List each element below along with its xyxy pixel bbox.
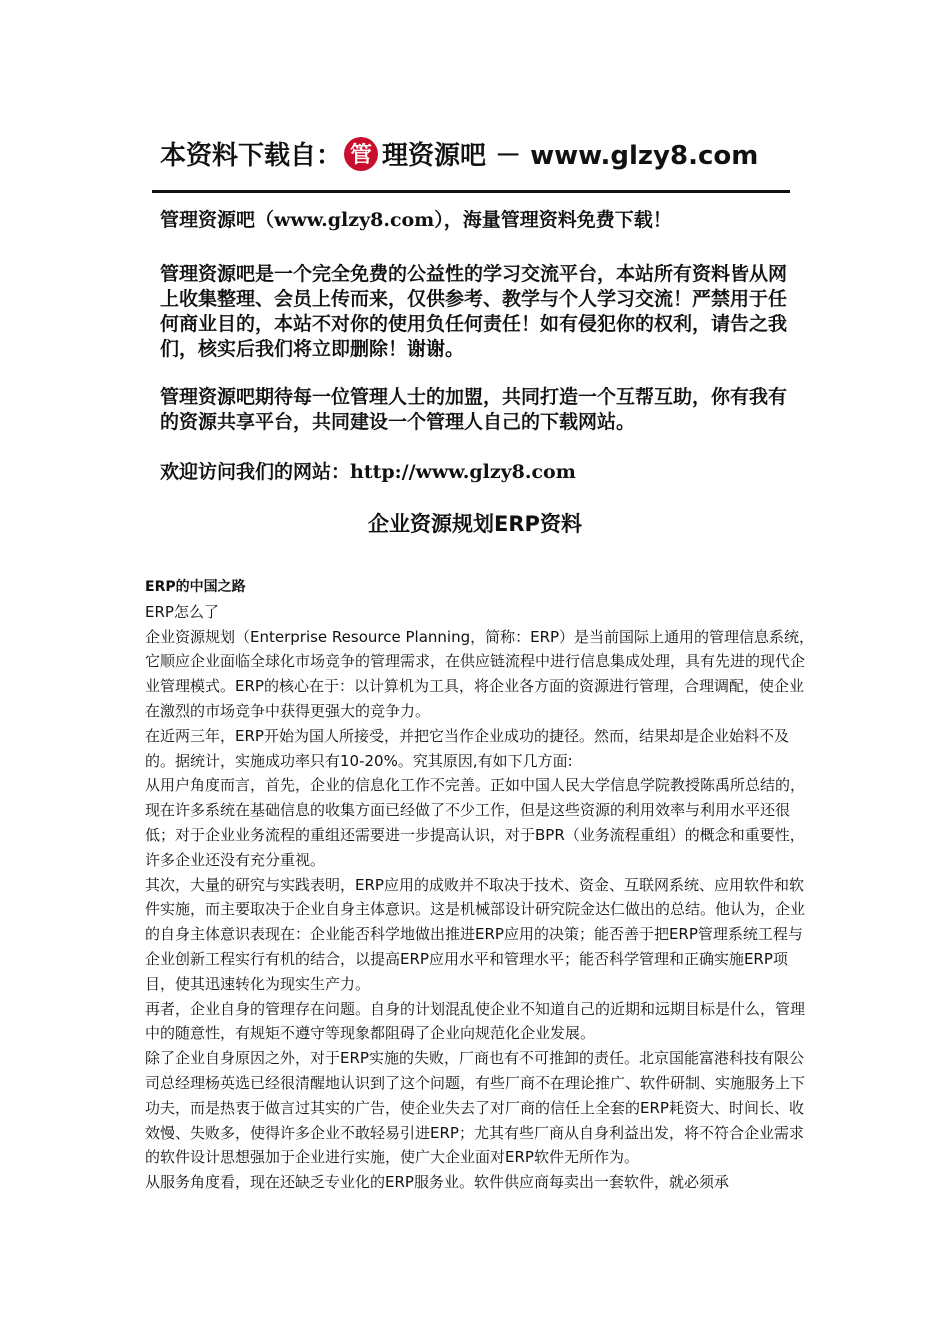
banner-site-name: 理资源吧 － www.glzy8.com (382, 141, 759, 171)
document-body (145, 575, 815, 1195)
banner-prefix: 本资料下载自： (160, 141, 343, 171)
paragraph-service-perspective: 从服务角度看，现在还缺乏专业化的ERP服务业。软件供应商每卖出一套软件，就必须承 (145, 1173, 729, 1192)
paragraph-intro: 企业资源规划（Enterprise Resource Planning，简称：ERP）是当前国际上通用的管理信息系统，它顺应企业面临全球化市场竞争的管理需求，在供应链流程中进行信息集成处理，具有先进的现代企业管理模式。ERP的核心在于：以计算机为工具，将企业各方面的资源进行管理，合理调配，使企业在激烈的市场竞争中获得更强大的竞争力。 (145, 627, 815, 720)
paragraph-subject-awareness: 其次，大量的研究与实践表明，ERP应用的成败并不取决于技术、资金、互联网系统、应用软件和软件实施，而主要取决于企业自身主体意识。这是机械部设计研究院金达仁做出的总结。他认为，企业的自身主体意识表现在：企业能否科学地做出推进ERP应用的决策；能否善于把ERP管理系统工程与企业创新工程实行有机的结合，以提高ERP应用水平和管理水平；能否科学管理和正确实施ERP项目，使其迅速转化为现实生产力。 (145, 875, 806, 993)
paragraph-user-perspective: 从用户角度而言，首先，企业的信息化工作不完善。正如中国人民大学信息学院教授陈禹所总结的，现在许多系统在基础信息的收集方面已经做了不少工作，但是这些资源的利用效率与利用水平还很低；对于企业业务流程的重组还需要进一步提高认识，对于BPR（业务流程重组）的概念和重要性，许多企业还没有充分重视。 (145, 776, 806, 869)
download-source-banner (160, 135, 800, 172)
notice-disclaimer: 管理资源吧是一个完全免费的公益性的学习交流平台，本站所有资料皆从网上收集整理、会员上传而来，仅供参考、教学与个人学习交流！严禁用于任何商业目的，本站不对你的使用负任何责任！如有侵犯你的权利，请告之我们，核实后我们将立即删除！谢谢。 (160, 263, 788, 360)
sub-heading: ERP怎么了 (145, 602, 219, 621)
notice-visit-website: 欢迎访问我们的网站：http://www.glzy8.com (160, 461, 576, 483)
paragraph-success-rate: 在近两三年，ERP开始为国人所接受，并把它当作企业成功的捷径。然而，结果却是企业始料不及的。据统计，实施成功率只有10-20%。究其原因,有如下几方面: (145, 726, 789, 770)
document-title: 企业资源规划ERP资料 (368, 512, 582, 536)
paragraph-vendor-responsibility: 除了企业自身原因之外，对于ERP实施的失败，厂商也有不可推卸的责任。北京国能富港科技有限公司总经理杨英选已经很清醒地认识到了这个问题，有些厂商不在理论推广、软件研制、实施服务上下功夫，而是热衷于做言过其实的广告，使企业失去了对厂商的信任上全套的ERP耗资大、时间长、收效慢、失败多，使得许多企业不敢轻易引进ERP；尤其有些厂商从自身利益出发，将不符合企业需求的软件设计思想强加于企业进行实施，使广大企业面对ERP软件无所作为。 (145, 1049, 806, 1167)
notice-line-free-download: 管理资源吧（www.glzy8.com），海量管理资料免费下载！ (160, 209, 672, 231)
section-heading: ERP的中国之路 (145, 579, 246, 595)
paragraph-management-issues: 再者，企业自身的管理存在问题。自身的计划混乱使企业不知道自己的近期和远期目标是什么，管理中的随意性，有规矩不遵守等现象都阻碍了企业向规范化企业发展。 (145, 999, 806, 1043)
banner-divider (152, 190, 790, 193)
site-logo-icon: 管 (344, 137, 378, 171)
notice-invitation: 管理资源吧期待每一位管理人士的加盟，共同打造一个互帮互助，你有我有的资源共享平台，共同建设一个管理人自己的下载网站。 (160, 386, 788, 433)
